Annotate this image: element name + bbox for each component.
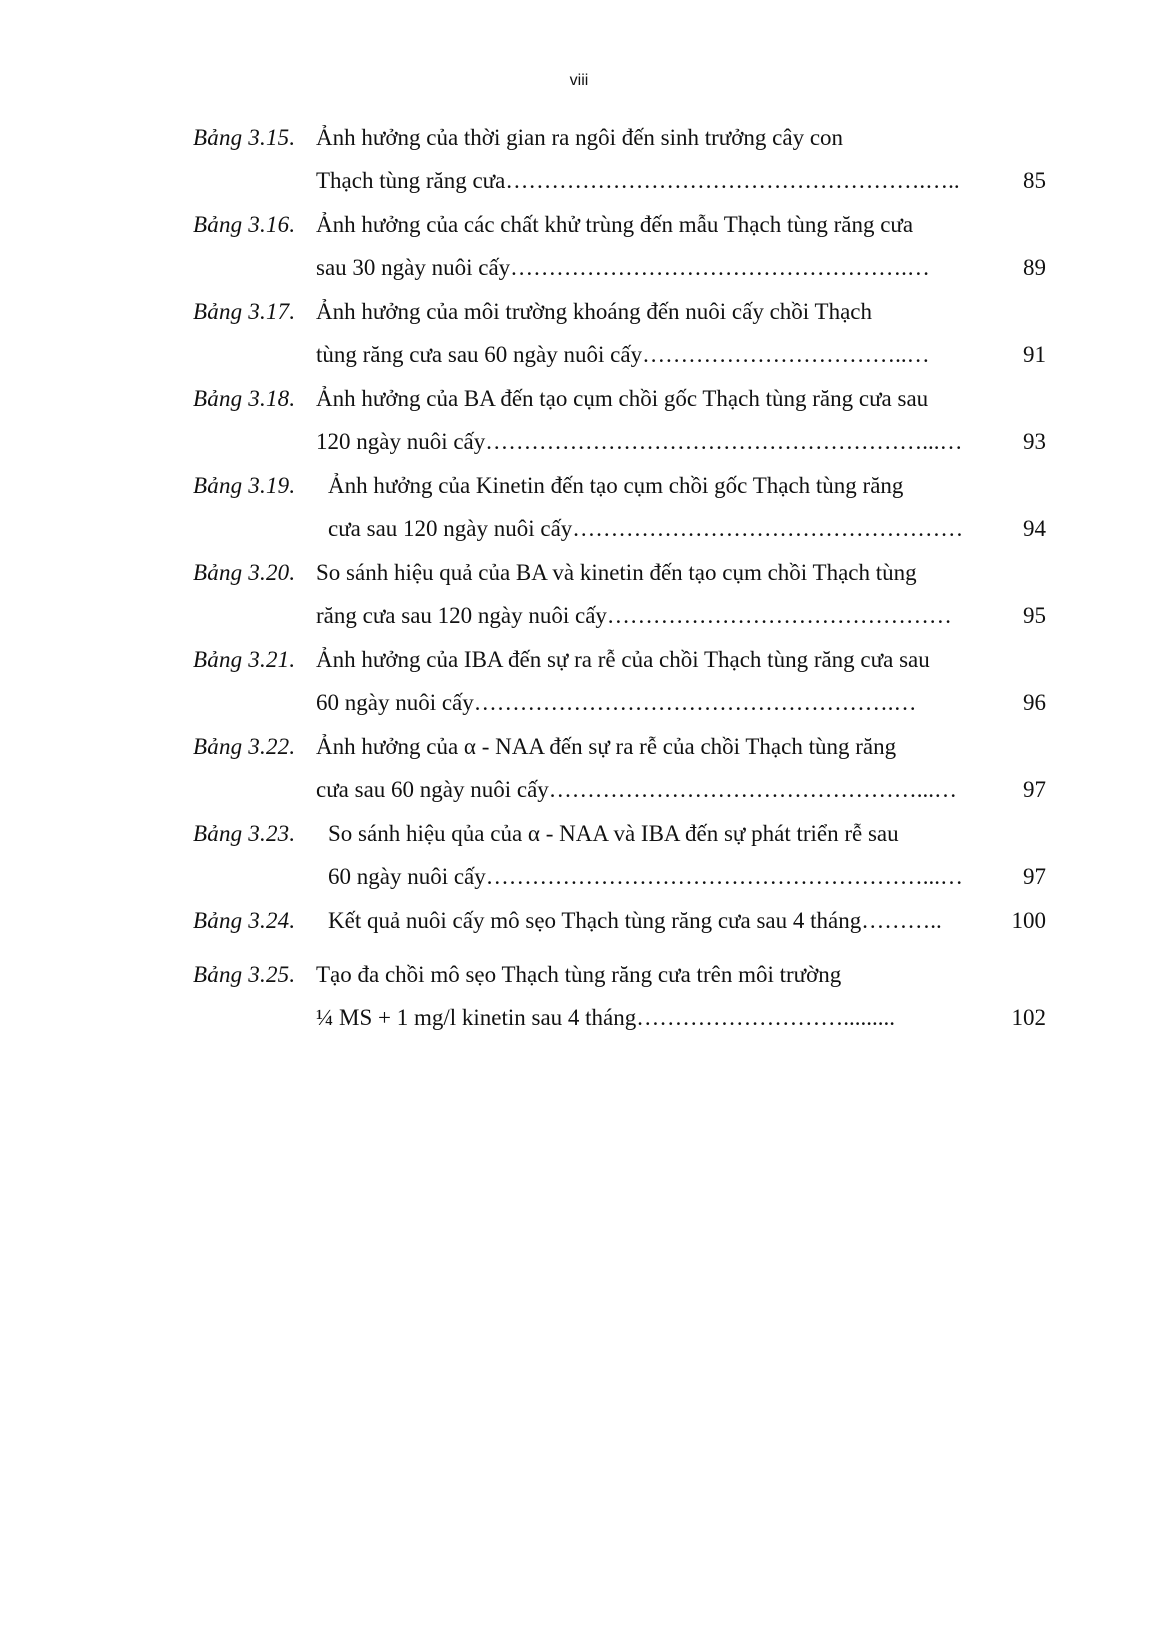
entry-label: Bảng 3.24. <box>193 908 296 933</box>
entry-page: 96 <box>1023 690 1046 715</box>
toc-entry[interactable] <box>193 377 1046 463</box>
entry-label: Bảng 3.25. <box>193 962 296 987</box>
entry-page: 97 <box>1023 777 1046 802</box>
table-list <box>193 116 1046 1040</box>
entry-page: 100 <box>1011 908 1046 933</box>
entry-title: So sánh hiệu qủa của α - NAA và IBA đến sự phát triển rễ sau <box>328 821 899 846</box>
toc-entry[interactable] <box>193 551 1046 637</box>
entry-label: Bảng 3.23. <box>193 821 296 846</box>
entry-label: Bảng 3.21. <box>193 647 296 672</box>
entry-page: 89 <box>1023 255 1046 280</box>
entry-title-continued: 60 ngày nuôi cấy……………………………………………….… <box>316 690 917 715</box>
page-number: viii <box>569 72 589 89</box>
entry-title: Ảnh hưởng của IBA đến sự ra rễ của chồi Thạch tùng răng cưa sau <box>316 647 930 672</box>
toc-entry[interactable] <box>193 464 1046 550</box>
toc-entry[interactable] <box>193 203 1046 289</box>
toc-entry[interactable] <box>193 812 1046 898</box>
entry-title: Ảnh hưởng của Kinetin đến tạo cụm chồi gốc Thạch tùng răng <box>328 473 904 498</box>
entry-title: Ảnh hưởng của BA đến tạo cụm chồi gốc Thạch tùng răng cưa sau <box>316 386 929 411</box>
entry-title-continued: cưa sau 120 ngày nuôi cấy…………………………………………… <box>328 516 964 541</box>
entry-title-continued: Thạch tùng răng cưa……………………………………………….….. <box>316 168 960 193</box>
entry-title: Tạo đa chồi mô sẹo Thạch tùng răng cưa trên môi trường <box>316 962 842 987</box>
entry-label: Bảng 3.17. <box>193 299 296 324</box>
entry-label: Bảng 3.20. <box>193 560 296 585</box>
entry-page: 91 <box>1023 342 1046 367</box>
toc-entry[interactable] <box>193 725 1046 811</box>
entry-label: Bảng 3.15. <box>193 125 296 150</box>
entry-title: Ảnh hưởng của môi trường khoáng đến nuôi cấy chồi Thạch <box>316 299 872 324</box>
entry-label: Bảng 3.22. <box>193 734 296 759</box>
entry-title-continued: cưa sau 60 ngày nuôi cấy…………………………………………...… <box>316 777 958 802</box>
toc-entry[interactable] <box>193 116 1046 202</box>
entry-title-continued: ¼ MS + 1 mg/l kinetin sau 4 tháng………………………......... <box>316 1005 896 1030</box>
entry-title-continued: 60 ngày nuôi cấy…………………………………………………...… <box>328 864 964 889</box>
entry-page: 85 <box>1023 168 1046 193</box>
entry-title: Ảnh hưởng của α - NAA đến sự ra rễ của chồi Thạch tùng răng <box>316 734 897 759</box>
entry-title: Ảnh hưởng của thời gian ra ngôi đến sinh trưởng cây con <box>316 125 844 150</box>
entry-title-continued: 120 ngày nuôi cấy…………………………………………………...… <box>316 429 963 454</box>
entry-label: Bảng 3.16. <box>193 212 296 237</box>
entry-title-continued: răng cưa sau 120 ngày nuôi cấy……………………………………… <box>316 603 952 628</box>
entry-title-continued: sau 30 ngày nuôi cấy…………………………………………….… <box>316 255 930 280</box>
entry-page: 93 <box>1023 429 1046 454</box>
toc-entry[interactable] <box>193 638 1046 724</box>
entry-page: 95 <box>1023 603 1046 628</box>
toc-entry[interactable] <box>193 953 1046 1039</box>
entry-page: 94 <box>1023 516 1046 541</box>
entry-title: Kết quả nuôi cấy mô sẹo Thạch tùng răng cưa sau 4 tháng……….. <box>328 908 942 933</box>
entry-page: 102 <box>1011 1005 1046 1030</box>
toc-entry[interactable] <box>193 290 1046 376</box>
entry-label: Bảng 3.18. <box>193 386 296 411</box>
entry-page: 97 <box>1023 864 1046 889</box>
entry-title: Ảnh hưởng của các chất khử trùng đến mẫu Thạch tùng răng cưa <box>316 212 914 237</box>
entry-label: Bảng 3.19. <box>193 473 296 498</box>
entry-title: So sánh hiệu quả của BA và kinetin đến tạo cụm chồi Thạch tùng <box>316 560 917 585</box>
entry-title-continued: tùng răng cưa sau 60 ngày nuôi cấy……………………………..… <box>316 342 930 367</box>
toc-entry[interactable] <box>193 899 1046 942</box>
